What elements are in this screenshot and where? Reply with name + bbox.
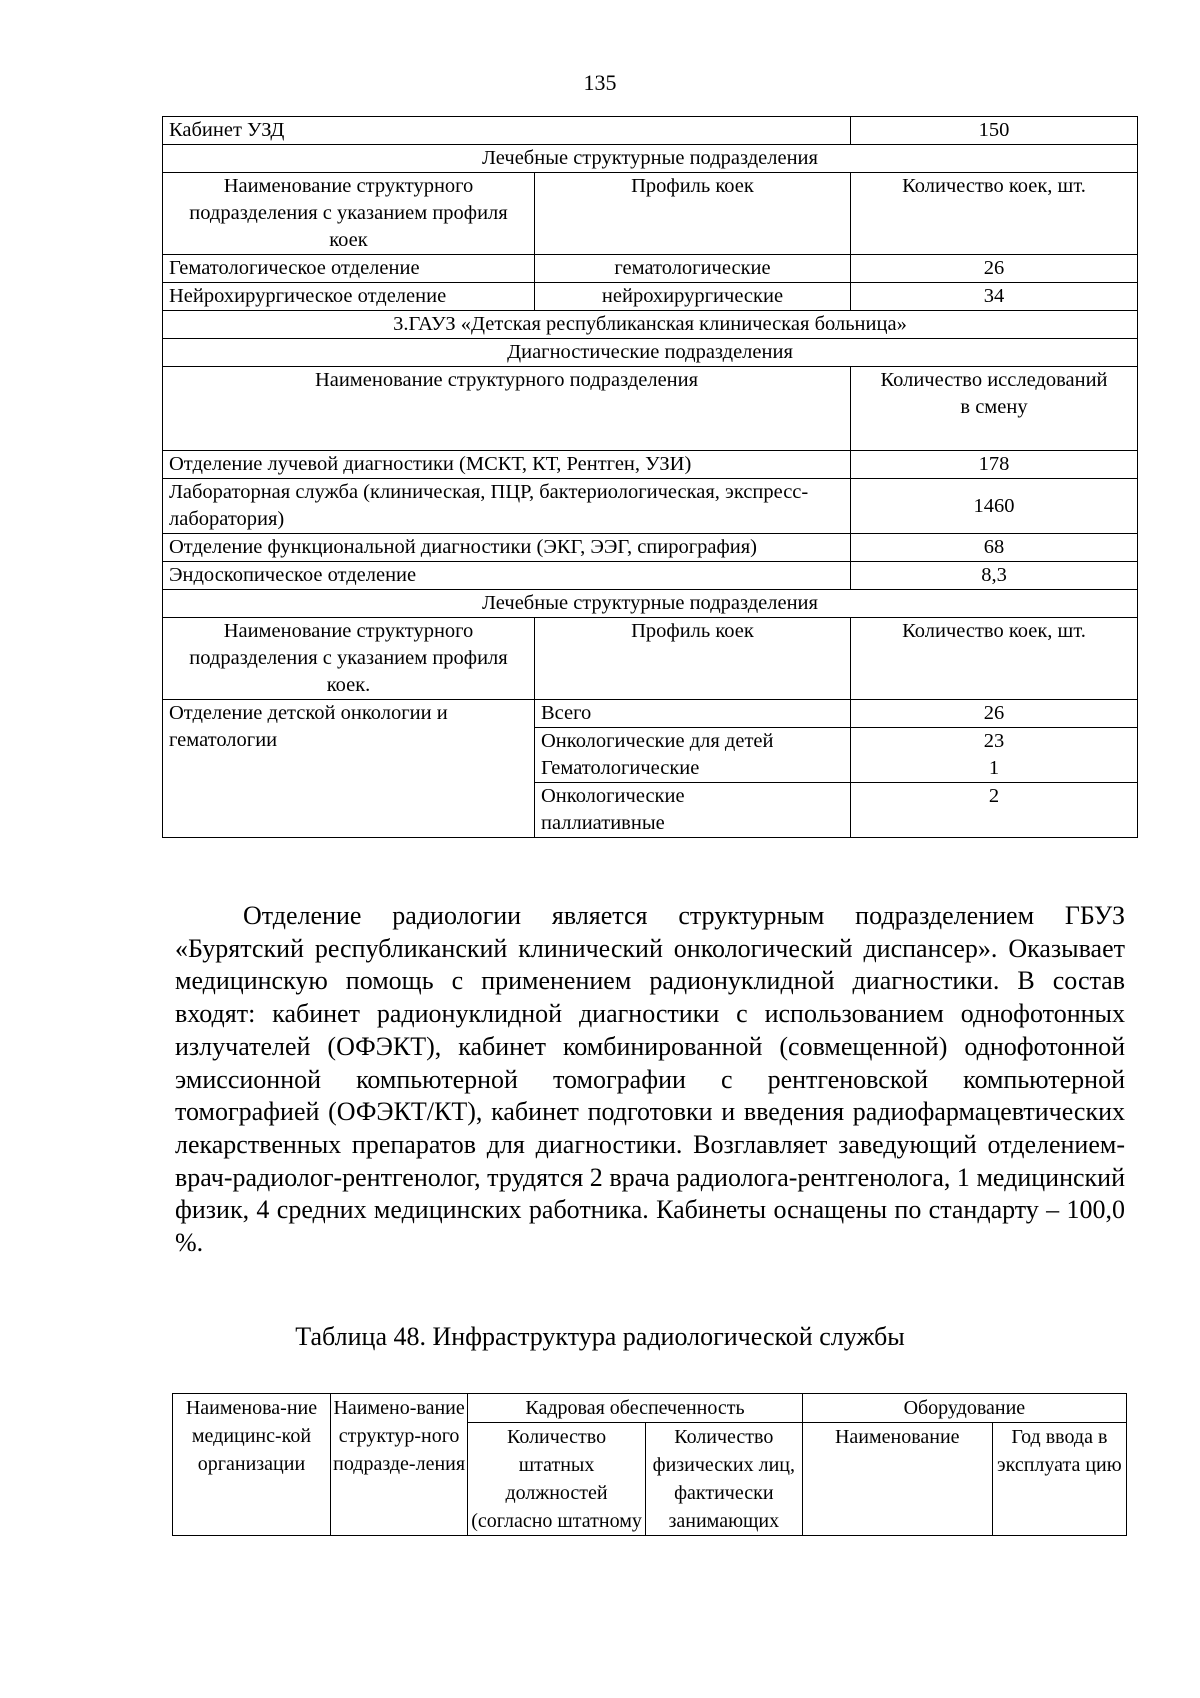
onco-children-count: 23 [983, 730, 1005, 752]
column-group-header: Оборудование [802, 1394, 1126, 1423]
table-row [163, 534, 1138, 562]
table-row [163, 562, 1138, 590]
section-header: Диагностические подразделения [163, 339, 1138, 367]
table-row [163, 255, 1138, 283]
section-header: Лечебные структурные подразделения [163, 590, 1138, 618]
column-header: Наименование структурного подразделения с указанием профиля коек [163, 173, 535, 255]
table-row [163, 479, 1138, 534]
radiology-infrastructure-table [172, 1393, 1127, 1536]
table-cell: Отделение детской онкологии и гематологии [163, 700, 535, 838]
uzd-name-cell: Кабинет УЗД [163, 117, 851, 145]
table-cell: 34 [851, 283, 1138, 311]
column-header: Количество коек, шт. [851, 173, 1138, 255]
table-cell: 2 [851, 783, 1138, 838]
table-cell: нейрохирургические [535, 283, 851, 311]
column-header: Наименование структурного подразделения [163, 367, 851, 451]
facilities-table [162, 116, 1138, 838]
column-header: Профиль коек [535, 618, 851, 700]
table-caption: Таблица 48. Инфраструктура радиологической службы [295, 1322, 905, 1351]
hemat-label: Гематологические [541, 757, 700, 779]
table-cell: Эндоскопическое отделение [163, 562, 851, 590]
table-cell: 68 [851, 534, 1138, 562]
table-header-row [163, 367, 1138, 451]
table-header-row [173, 1394, 1127, 1423]
uzd-value-cell: 150 [851, 117, 1138, 145]
hemat-count: 1 [988, 757, 1000, 779]
organization-title: 3.ГАУЗ «Детская республиканская клиническая больница» [163, 311, 1138, 339]
table-header-row [163, 618, 1138, 700]
table-row [163, 451, 1138, 479]
table-row [163, 700, 1138, 728]
page-number: 135 [583, 70, 617, 95]
table-row [163, 311, 1138, 339]
column-header: Количество штатных должностей (согласно штатному [468, 1423, 646, 1536]
column-header: Количество коек, шт. [851, 618, 1138, 700]
column-header: Профиль коек [535, 173, 851, 255]
table-cell: Лабораторная служба (клиническая, ПЦР, бактериологическая, экспресс-лаборатория) [163, 479, 851, 534]
section-header: Лечебные структурные подразделения [163, 145, 1138, 173]
column-group-header: Кадровая обеспеченность [468, 1394, 803, 1423]
table-cell: Онкологические паллиативные [535, 783, 851, 838]
column-header: Наименование структурного подразделения с указанием профиля коек. [163, 618, 535, 700]
table-cell: Всего [535, 700, 851, 728]
table-cell: Отделение функциональной диагностики (ЭКГ, ЭЭГ, спирография) [163, 534, 851, 562]
table-row [163, 117, 1138, 145]
table-cell: 178 [851, 451, 1138, 479]
table-row [163, 283, 1138, 311]
table-cell [535, 728, 851, 783]
table-cell: 8,3 [851, 562, 1138, 590]
column-header: Год ввода в эксплуата цию [992, 1423, 1126, 1536]
column-header: Наименова-ние медицинс-кой организации [173, 1394, 331, 1536]
table-cell: Гематологическое отделение [163, 255, 535, 283]
table-row [163, 145, 1138, 173]
onco-children-label: Онкологические для детей [541, 730, 774, 752]
table-header-row [163, 173, 1138, 255]
table-cell: 26 [851, 700, 1138, 728]
column-header: Количество исследований в смену [851, 367, 1138, 451]
table-cell: 26 [851, 255, 1138, 283]
table-cell [851, 728, 1138, 783]
body-paragraph: Отделение радиологии является структурным подразделением ГБУЗ «Бурятский республиканский клинический онкологический диспансер». Оказывает медицинскую помощь с применением радионуклидной диагностики. В состав входят: кабинет радионуклидной диагностики с использованием однофотонных излучателей (ОФЭКТ), кабинет комбинированной (совмещенной) однофотонной эмиссионной компьютерной томографии с рентгеновской компьютерной томографией (ОФЭКТ/КТ), кабинет подготовки и введения радиофармацевтических лекарственных препаратов для диагностики. Возглавляет заведующий отделением-врач-радиолог-рентгенолог, трудятся 2 врача радиолога-рентгенолога, 1 медицинский физик, 4 средних медицинских работника. Кабинеты оснащены по стандарту – 100,0 %. [175, 901, 1125, 1258]
column-header: Наименование [802, 1423, 992, 1536]
table-row [163, 339, 1138, 367]
table-cell: Отделение лучевой диагностики (МСКТ, КТ, Рентген, УЗИ) [163, 451, 851, 479]
table-row [163, 590, 1138, 618]
table-cell: Нейрохирургическое отделение [163, 283, 535, 311]
table-cell: гематологические [535, 255, 851, 283]
column-header: Количество физических лиц, фактически занимающих [645, 1423, 802, 1536]
column-header: Наимено-вание структур-ного подразде-ления [330, 1394, 467, 1536]
table-cell: 1460 [851, 479, 1138, 534]
